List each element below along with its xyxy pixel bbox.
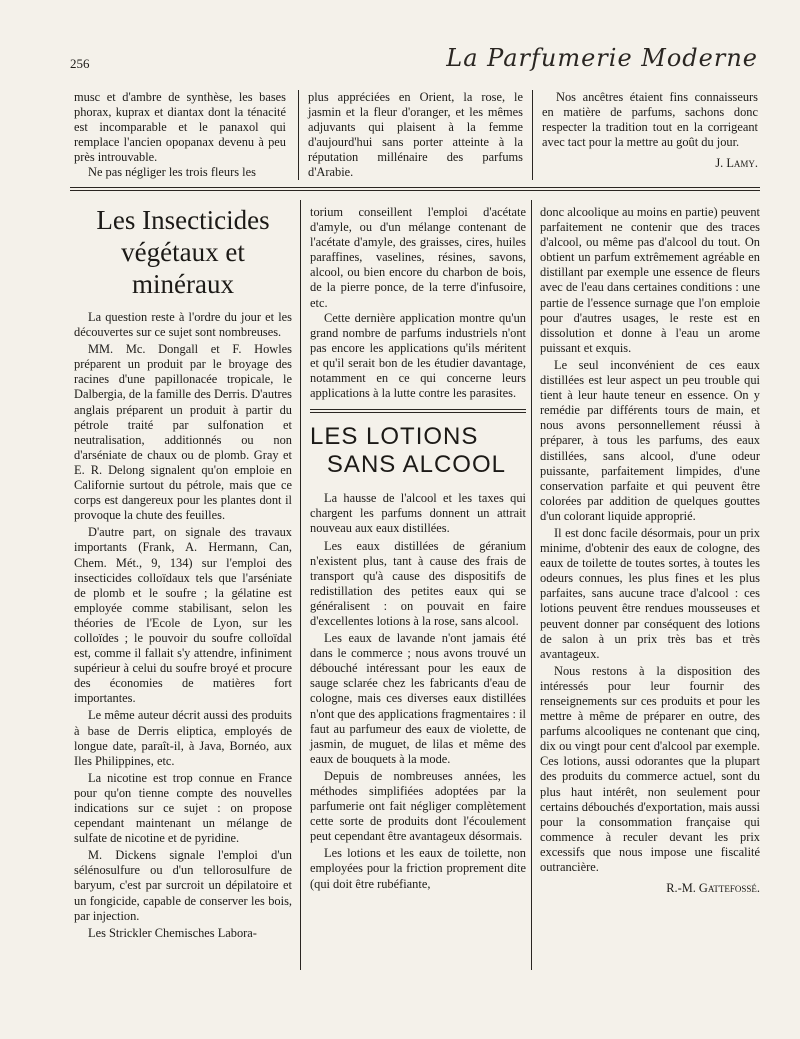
signature: J. Lamy. <box>715 156 758 171</box>
section-divider <box>70 187 760 188</box>
article-title <box>74 204 292 300</box>
paragraph: D'autre part, on signale des travaux importants (Frank, A. Hermann, Can, Chem. Mét., 9, 134) sur l'emploi des insecticides colloïdaux tels que l'arséniate de plomb et le soufre ; la gélatine est employée comme stabilisant, selon les théories de l'Ecole de Lyon, sur les colloïdes ; le pouvoir du soufre colloïdal est, comme il fallait s'y attendre, infiniment supérieur à celui du soufre broyé et procure des économies de matières fort importantes. <box>74 525 292 706</box>
paragraph: Les Strickler Chemisches Labora- <box>88 925 257 940</box>
paragraph: Les lotions et les eaux de toilette, non employées pour la friction proprement dite (qui doit être rubéfiante, <box>310 846 526 891</box>
column-divider <box>298 90 299 180</box>
paragraph: Les eaux de lavande n'ont jamais été dans le commerce ; nous avons trouvé un débouché intéressant pour les eaux de sauge sclarée chez les fabricants d'eau de cologne, mais ces diverses eaux distillées n'ont que des applications fragmentaires : il faut au parfumeur des eaux de violette, de jasmin, de muguet, de lilas et même des eaux de bouquets à la mode. <box>310 631 526 766</box>
paragraph: Le même auteur décrit aussi des produits à base de Derris eliptica, employés de longue date, paraît-il, à Java, Bornéo, aux Iles Philippines, etc. <box>74 708 292 768</box>
paragraph: Cette dernière application montre qu'un grand nombre de parfums industriels n'ont pas encore les applications qu'ils méritent et qu'il serait bon de les étudier davantage, notamment en ce qui concerne leurs applications à la lutte contre les parasites. <box>310 310 526 401</box>
journal-title: La Parfumerie Moderne <box>446 44 758 72</box>
top-column-1 <box>74 90 286 181</box>
section-divider <box>70 190 760 191</box>
section-divider <box>310 409 526 410</box>
title-line: Les Insecticides <box>96 205 270 235</box>
top-column-3 <box>542 90 758 171</box>
signature: R.-M. Gattefossé. <box>666 881 760 896</box>
top-column-2 <box>308 90 523 181</box>
title-line: SANS ALCOOL <box>326 451 506 479</box>
middle-column <box>310 205 526 892</box>
paragraph: Depuis de nombreuses années, les méthodes simplifiées adoptées par la parfumerie ont fait négliger complètement cette sorte de produits dont l'écoulement peut cependant être avantageux désormais. <box>310 768 526 844</box>
page-number: 256 <box>70 56 90 71</box>
paragraph: M. Dickens signale l'emploi d'un sélénosulfure ou d'un tellorosulfure de baryum, c'est par surcroit un dépilatoire et un fongicide, capable de conserver les bois, par injection. <box>74 848 292 923</box>
paragraph: La hausse de l'alcool et les taxes qui chargent les parfums donnent un attrait nouveau aux eaux distillées. <box>310 491 526 536</box>
paragraph: donc alcoolique au moins en partie) peuvent parfaitement ne contenir que des traces d'alcool, ou même pas d'alcool du tout. On obtient un parfum extrêmement agréable en distillant par exemple une essence de fleurs avec de l'eau dans certaines conditions : une partie de l'essence surnage que l'on emploie pour d'autres usages, le reste est en dissolution et donne à l'eau un arome puissant et exquis. <box>540 205 760 355</box>
paragraph: Nous restons à la disposition des intéressés pour leur fournir des renseignements sur ces produits et pour les mettre à même de préparer en outre, des parfums alcooliques ne contenant que cinq, dix ou vingt pour cent d'alcool par exemple. Ces lotions, aussi odorantes que la plupart des produits du commerce actuel, sont du plus haut intérêt, non seulement pour certains débouchés d'exportation, mais aussi pour la consommation française qui commence à reculer devant les prix excessifs que nous impose une fiscalité outrancière. <box>540 663 760 875</box>
article-insecticides <box>74 200 292 941</box>
paragraph: MM. Mc. Dongall et F. Howles préparent un produit par le broyage des racines d'une papillonacée tropicale, le Dalbergia, de la famille des Derris. D'autres anglais préparent un produit à partir du pétrole traité par sulfonation et neutralisation, additionnés ou non d'arséniate de chaux ou de plomb. Gray et E. R. Delong signalent qu'on emploie en Californie surtout du pétrole, mais que ce corps est dangereux pour les plantes dont il provoque la chute des feuilles. <box>74 342 292 523</box>
title-line: LES LOTIONS <box>310 423 479 451</box>
paragraph: musc et d'ambre de synthèse, les bases phorax, kuprax et diantax dont la ténacité est incomparable et le panaxol qui remplace l'ancien opopanax devenu à peu près introuvable. <box>74 90 286 165</box>
paragraph: Ne pas négliger les trois fleurs les <box>88 165 256 180</box>
paragraph: plus appréciées en Orient, la rose, le jasmin et la fleur d'oranger, et les mêmes adjuvants qui plaisent à la femme d'aujourd'hui sans porter atteinte à la réputation millénaire des parfums d'Arabie. <box>308 90 523 180</box>
column-divider <box>531 200 532 970</box>
column-divider <box>532 90 533 180</box>
paragraph: Les eaux distillées de géranium n'existent plus, tant à cause des frais de transport qu'à cause des dispositifs de redistillation des petites eaux qui se généralisent : on pouvait en faire d'excellentes lotions à la rose, sans alcool. <box>310 538 526 628</box>
column-divider <box>300 200 301 970</box>
paragraph: Le seul inconvénient de ces eaux distillées est leur aspect un peu trouble qui tient à leur haute teneur en essence. On y remédie par différents tours de main, et nous avons personnellement réussi à préparer, à tous les parfums, des eaux distillées, sans alcool, d'une odeur puissante, parfaitement limpides, d'une conservation parfaite et qui peuvent être colorées par addition de quelques gouttes d'un colorant liquide approprié. <box>540 357 760 523</box>
paragraph: torium conseillent l'emploi d'acétate d'amyle, ou d'un mélange contenant de l'acétate d'amyle, des graisses, cires, huiles paraffines, vaselines, résines, savons, alcool, ou bien encore du charbon de bois, de la pierre ponce, de la terre d'infusoire, etc. <box>310 205 526 310</box>
paragraph: Il est donc facile désormais, pour un prix minime, d'obtenir des eaux de cologne, des eaux de toilette de toutes sortes, à toutes les odeurs connues, les plus fines et les plus parfaites, sans aucune trace d'alcool : ces lotions peuvent être rendues mousseuses et peuvent donner par conséquent des lotions de salon à un prix très bas et très avantageux. <box>540 525 760 661</box>
paragraph: La question reste à l'ordre du jour et les découvertes sur ce sujet sont nombreuses. <box>74 310 292 340</box>
paragraph: La nicotine est trop connue en France pour qu'on tienne compte des nouvelles indications sur ce sujet : on propose cependant maintenant un mélange de sulfate de nicotine et de pyridine. <box>74 770 292 846</box>
article-title <box>310 423 526 479</box>
title-line: végétaux et minéraux <box>121 237 245 299</box>
section-divider <box>310 412 526 413</box>
right-column <box>540 205 760 896</box>
paragraph: Nos ancêtres étaient fins connaisseurs en matière de parfums, sachons donc respecter la tradition tout en la corrigeant avec tact pour la mettre au goût du jour. <box>542 90 758 150</box>
